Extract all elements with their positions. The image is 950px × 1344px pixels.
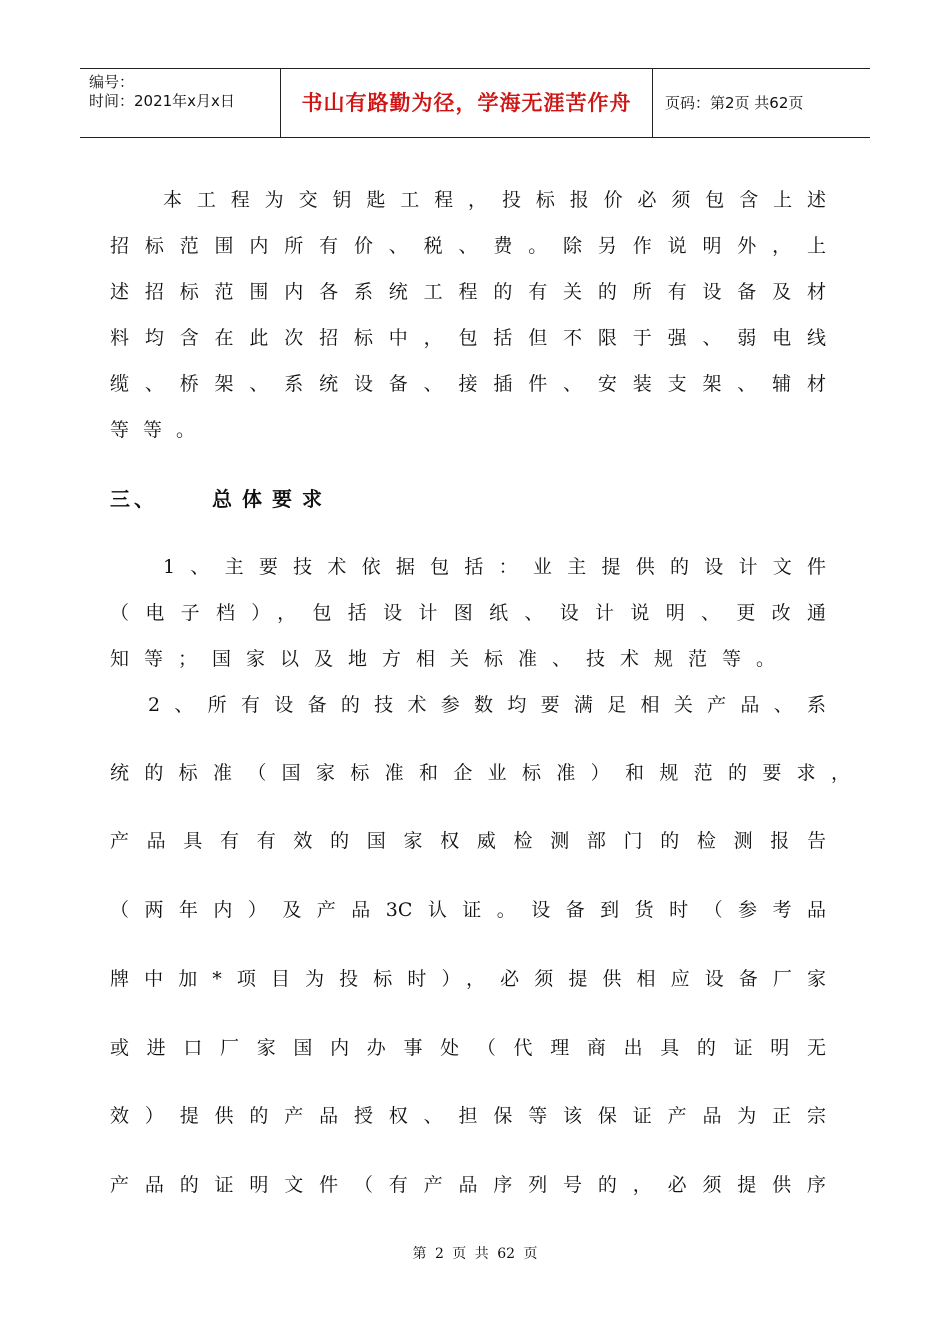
item2-line: 产品的证明文件（有产品序列号的，必须提供序: [110, 1174, 826, 1196]
item2-line: 2、所有设备的技术参数均要满足相关产品、系: [148, 694, 826, 716]
item2-line: 牌中加*项目为投标时），必须提供相应设备厂家: [110, 968, 826, 990]
item1-line: （电子档），包括设计图纸、设计说明、更改通: [110, 602, 826, 624]
paragraph1-line: 本工程为交钥匙工程，投标报价必须包含上述: [163, 189, 826, 211]
paragraph1-line: 招标范围内所有价、税、费。除另作说明外，上: [110, 235, 826, 257]
item1-line: 1、主要技术依据包括：业主提供的设计文件: [163, 556, 826, 578]
paragraph1-line: 料均含在此次招标中，包括但不限于强、弱电线: [110, 327, 826, 349]
item1-line: 知等；国家以及地方相关标准、技术规范等。: [110, 648, 775, 670]
item2-line: 统的标准（国家标准和企业标准）和规范的要求，: [110, 762, 850, 784]
header-meta-cell: [80, 69, 281, 137]
page-footer: 第 2 页 共 62 页: [412, 1246, 538, 1262]
item2-line: 效）提供的产品授权、担保等该保证产品为正宗: [110, 1105, 826, 1127]
header-page-info: 页码：第2页 共62页: [665, 94, 804, 112]
document-header: [80, 68, 870, 138]
section-title: 总体要求: [212, 487, 332, 511]
document-number-label: 编号：: [89, 73, 135, 91]
document-date: 时间：2021年x月x日: [89, 92, 235, 110]
paragraph1-line: 缆、桥架、系统设备、接插件、安装支架、辅材: [110, 373, 826, 395]
item2-line: 或进口厂家国内办事处（代理商出具的证明无: [110, 1037, 826, 1059]
item2-line: 产品具有有效的国家权威检测部门的检测报告: [110, 830, 826, 852]
paragraph1-line: 述招标范围内各系统工程的有关的所有设备及材: [110, 281, 826, 303]
section-number: 三、: [110, 487, 158, 511]
item2-line: （两年内）及产品3C认证。设备到货时（参考品: [110, 899, 826, 921]
paragraph1-line: 等等。: [110, 419, 210, 441]
header-motto: 书山有路勤为径，学海无涯苦作舟: [281, 69, 653, 137]
